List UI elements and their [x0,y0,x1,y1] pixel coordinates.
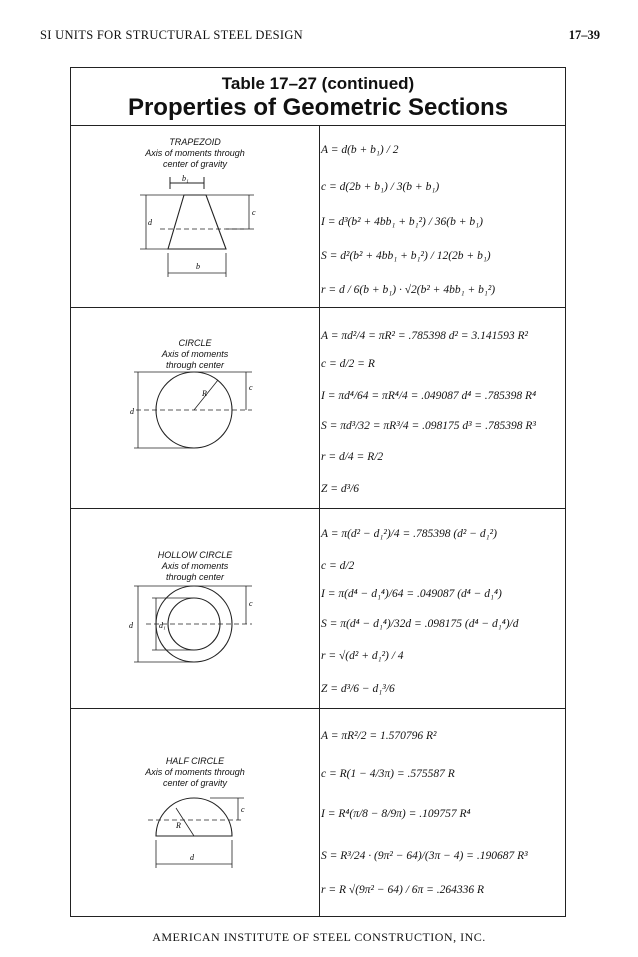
c-label: c [252,208,256,217]
c-label: c [241,805,245,814]
trapezoid-figure [126,173,276,283]
equation: r = √(d² + d₁²) / 4 [321,650,404,662]
row-divider [71,708,565,709]
equation: c = d(2b + b₁) / 3(b + b₁) [321,181,440,193]
running-header: SI UNITS FOR STRUCTURAL STEEL DESIGN [40,28,304,42]
equation: I = πd⁴/64 = πR⁴/4 = .049087 d⁴ = .785398 R⁴ [321,390,537,402]
equation: A = πd²/4 = πR² = .785398 d² = 3.141593 R² [321,330,528,342]
equation: I = π(d⁴ − d₁⁴)/64 = .049087 (d⁴ − d₁⁴) [321,588,502,600]
equation: S = π(d⁴ − d₁⁴)/32d = .098175 (d⁴ − d₁⁴)/d [321,618,519,630]
section-name: HOLLOW CIRCLE [157,550,233,560]
section-name: HALF CIRCLE [165,756,225,766]
c-label: c [249,383,253,392]
d-label: d [148,218,152,227]
circle-caption: CIRCLE Axis of moments through center [71,338,319,371]
row-divider [71,307,565,308]
table-frame [70,67,566,917]
b-label: b [196,262,200,271]
equation: A = d(b + b₁) / 2 [321,144,399,156]
equation: r = R √(9π² − 64) / 6π = .264336 R [321,884,485,896]
d1-label: d₁ [159,621,166,630]
trapezoid-caption: TRAPEZOID Axis of moments through center of gravity [71,137,319,170]
table-subtitle: Properties of Geometric Sections [127,94,509,121]
d-label: d [130,407,134,416]
R-label: R [202,389,207,398]
equation: I = R⁴(π/8 − 8/9π) = .109757 R⁴ [321,808,471,820]
equation: c = R(1 − 4/3π) = .575587 R [321,768,455,780]
section-name: TRAPEZOID [169,137,221,147]
half-circle-caption: HALF CIRCLE Axis of moments through center of gravity [71,756,319,789]
row-divider [71,508,565,509]
page-number: 17–39 [568,28,600,42]
footer: AMERICAN INSTITUTE OF STEEL CONSTRUCTION, INC. [152,930,486,944]
circle-figure [126,368,276,478]
d-label: d [129,621,133,630]
table-title: Table 17–27 (continued) [221,74,415,93]
equation: c = d/2 [321,560,355,572]
equation: I = d³(b² + 4bb₁ + b₁²) / 36(b + b₁) [321,216,483,228]
equation: Z = d³/6 − d₁³/6 [321,683,395,695]
section-name: CIRCLE [178,338,212,348]
column-divider [319,125,320,916]
half-circle-figure [126,790,276,890]
equation: A = π(d² − d₁²)/4 = .785398 (d² − d₁²) [321,528,497,540]
equation: S = πd³/32 = πR³/4 = .098175 d³ = .785398 R³ [321,420,536,432]
hollow-circle-caption: HOLLOW CIRCLE Axis of moments through center [71,550,319,583]
equation: S = d²(b² + 4bb₁ + b₁²) / 12(2b + b₁) [321,250,491,262]
R-label: R [176,821,181,830]
equation: Z = d³/6 [321,483,360,495]
equation: r = d/4 = R/2 [321,451,384,463]
header-divider [71,125,565,126]
b1-label: b₁ [182,174,189,183]
equation: c = d/2 = R [321,358,375,370]
c-label: c [249,599,253,608]
equation: r = d / 6(b + b₁) · √2(b² + 4bb₁ + b₁²) [321,284,496,296]
equation: A = πR²/2 = 1.570796 R² [321,730,437,742]
equation: S = R³/24 · (9π² − 64)/(3π − 4) = .190687 R³ [321,850,528,862]
d-label: d [190,853,194,862]
hollow-circle-figure [126,580,276,675]
